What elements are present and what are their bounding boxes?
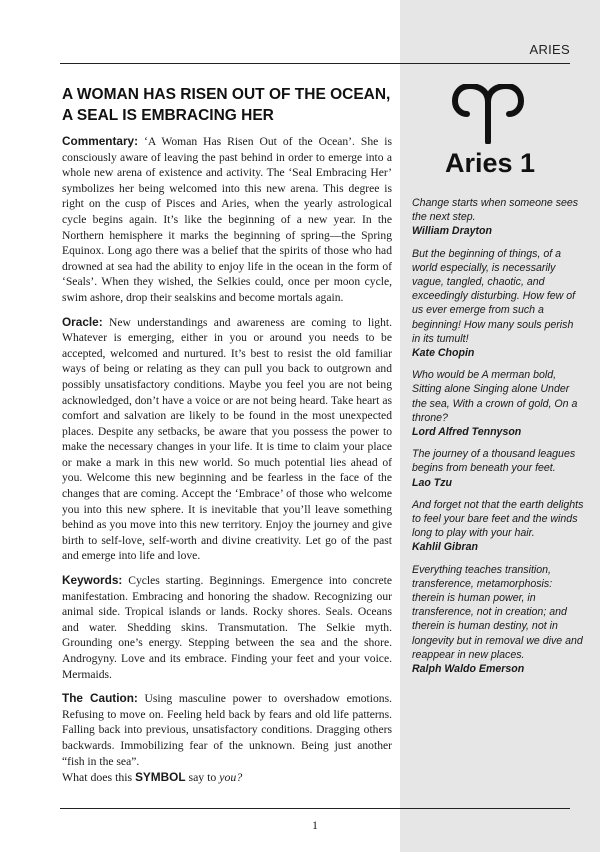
closing-emphasis: you? (219, 770, 243, 784)
section-text: ‘A Woman Has Risen Out of the Ocean’. She is consciously aware of leaving the past behind in order to emerge into a whole new arena of existence and activity. The ‘Seal Embracing Her’ symbolizes her being welcomed into this new arena. This degree is right on the cusp of Pisces and Aries, when the yearly astrological cycle begins again. It’s like the beginning of a new year. In the Northern hemisphere it marks the beginning of spring—the Spring Equinox. Long ago there was a belief that the spirits of those who had drowned at sea had the ability to enjoy life in the ocean in the form of ‘Seals’. When they wished, the Selkies could, once per moon cycle, swim ashore, drop their sealskins and become mortals again. (62, 135, 392, 304)
quote-author: Lao Tzu (412, 476, 453, 489)
section-heading: The Caution: (62, 691, 138, 706)
keywords-paragraph (62, 573, 392, 682)
quote-item (412, 368, 584, 439)
quote-text: Everything teaches transition, transference, metamorphosis: therein is human power, in transference, not in creation; and therein is human destiny, not in longevity but in removal we dive and reappear in new places. (412, 563, 583, 661)
quote-text: And forget not that the earth delights to feel your bare feet and the winds long to play with your hair. (412, 498, 584, 540)
quote-item (412, 247, 584, 361)
closing-prefix: What does this (62, 770, 136, 784)
aries-glyph-icon (452, 84, 524, 144)
quote-author: William Drayton (412, 225, 492, 238)
footer-rule (60, 808, 570, 809)
body-column (62, 134, 392, 778)
quote-list (412, 196, 584, 684)
commentary-paragraph (62, 134, 392, 306)
section-text: Using masculine power to overshadow emotions. Refusing to move on. Feeling held back by fears and old life patterns. Falling back into previous, unsatisfactory conditions. Dragging others backwards. Immobilizing fear of the unknown. Being just another “fish in the sea”. (62, 692, 392, 768)
quote-text: Who would be A merman bold, Sitting alone Singing alone Under the sea, With a crown of gold, On a throne? (412, 369, 578, 424)
quote-text: The journey of a thousand leagues begins from beneath your feet. (412, 448, 576, 475)
closing-symbol: SYMBOL (135, 770, 186, 784)
caution-paragraph (62, 691, 392, 769)
oracle-paragraph (62, 315, 392, 565)
sign-degree-title: Aries 1 (444, 148, 536, 178)
quote-item (412, 447, 584, 490)
quote-item (412, 196, 584, 239)
quote-author: Lord Alfred Tennyson (412, 426, 522, 439)
page-number: 1 (312, 818, 318, 832)
section-text: New understandings and awareness are coming to light. Whatever is emerging, either in you or around you needs to be accepted, welcomed and nurtured. It’s best to resist the old familiar ways of being or relating as they can pull you back to outgrown and possibly unsatisfactory conditions. Maybe you feel you are not being acknowledged, don’t have a voice or are not being heard. Take heart as comfort and salvation are likely to be found in the most unexpected places. Despite any setbacks, be aware that you possess the power to make the necessary changes in your life. It is time to claim your place or make a mark in this new world. So much potential lies ahead of you. Welcome this new beginning and be fearless in the face of the changes that are coming. Accept the ‘Embrace’ of those who welcome you into this new sphere. It is inevitable that you’ll leave something behind as you move into this new territory. Enjoy the journey and give birth to self-love, self-worth and divine creativity. Let go of the past and emerge into life and love. (62, 315, 393, 563)
quote-item (412, 563, 584, 677)
section-text: Cycles starting. Beginnings. Emergence into concrete manifestation. Embracing and honoring the shadow. Recognizing our animal side. Tropical islands or lands. Rocky shores. Seals. Oceans and water. Shedding skins. Transmutation. The Selkie myth. Grounding one’s energy. Stepping between the sea and the shore. Androgyny. Love and its embrace. Finding your feet and your voice. Mermaids. (62, 574, 392, 681)
running-header: ARIES (529, 42, 570, 57)
section-heading: Oracle: (62, 314, 103, 329)
quote-author: Kate Chopin (412, 347, 475, 360)
quote-author: Ralph Waldo Emerson (412, 663, 525, 676)
page-title: A WOMAN HAS RISEN OUT OF THE OCEAN, A SEAL IS EMBRACING HER (62, 86, 391, 124)
section-heading: Keywords: (62, 573, 123, 588)
quote-author: Kahlil Gibran (412, 541, 478, 554)
quote-text: Change starts when someone sees the next step. (412, 197, 579, 224)
header-rule (60, 63, 570, 64)
closing-middle: say to (185, 770, 220, 784)
section-heading: Commentary: (62, 134, 139, 148)
quote-text: But the beginning of things, of a world especially, is necessarily vague, tangled, chaotic, and exceedingly disturbing. How few of us ever emerge from such a beginning! How many souls perish in its tumult! (412, 247, 576, 345)
quote-item (412, 498, 584, 555)
closing-question (62, 770, 242, 785)
